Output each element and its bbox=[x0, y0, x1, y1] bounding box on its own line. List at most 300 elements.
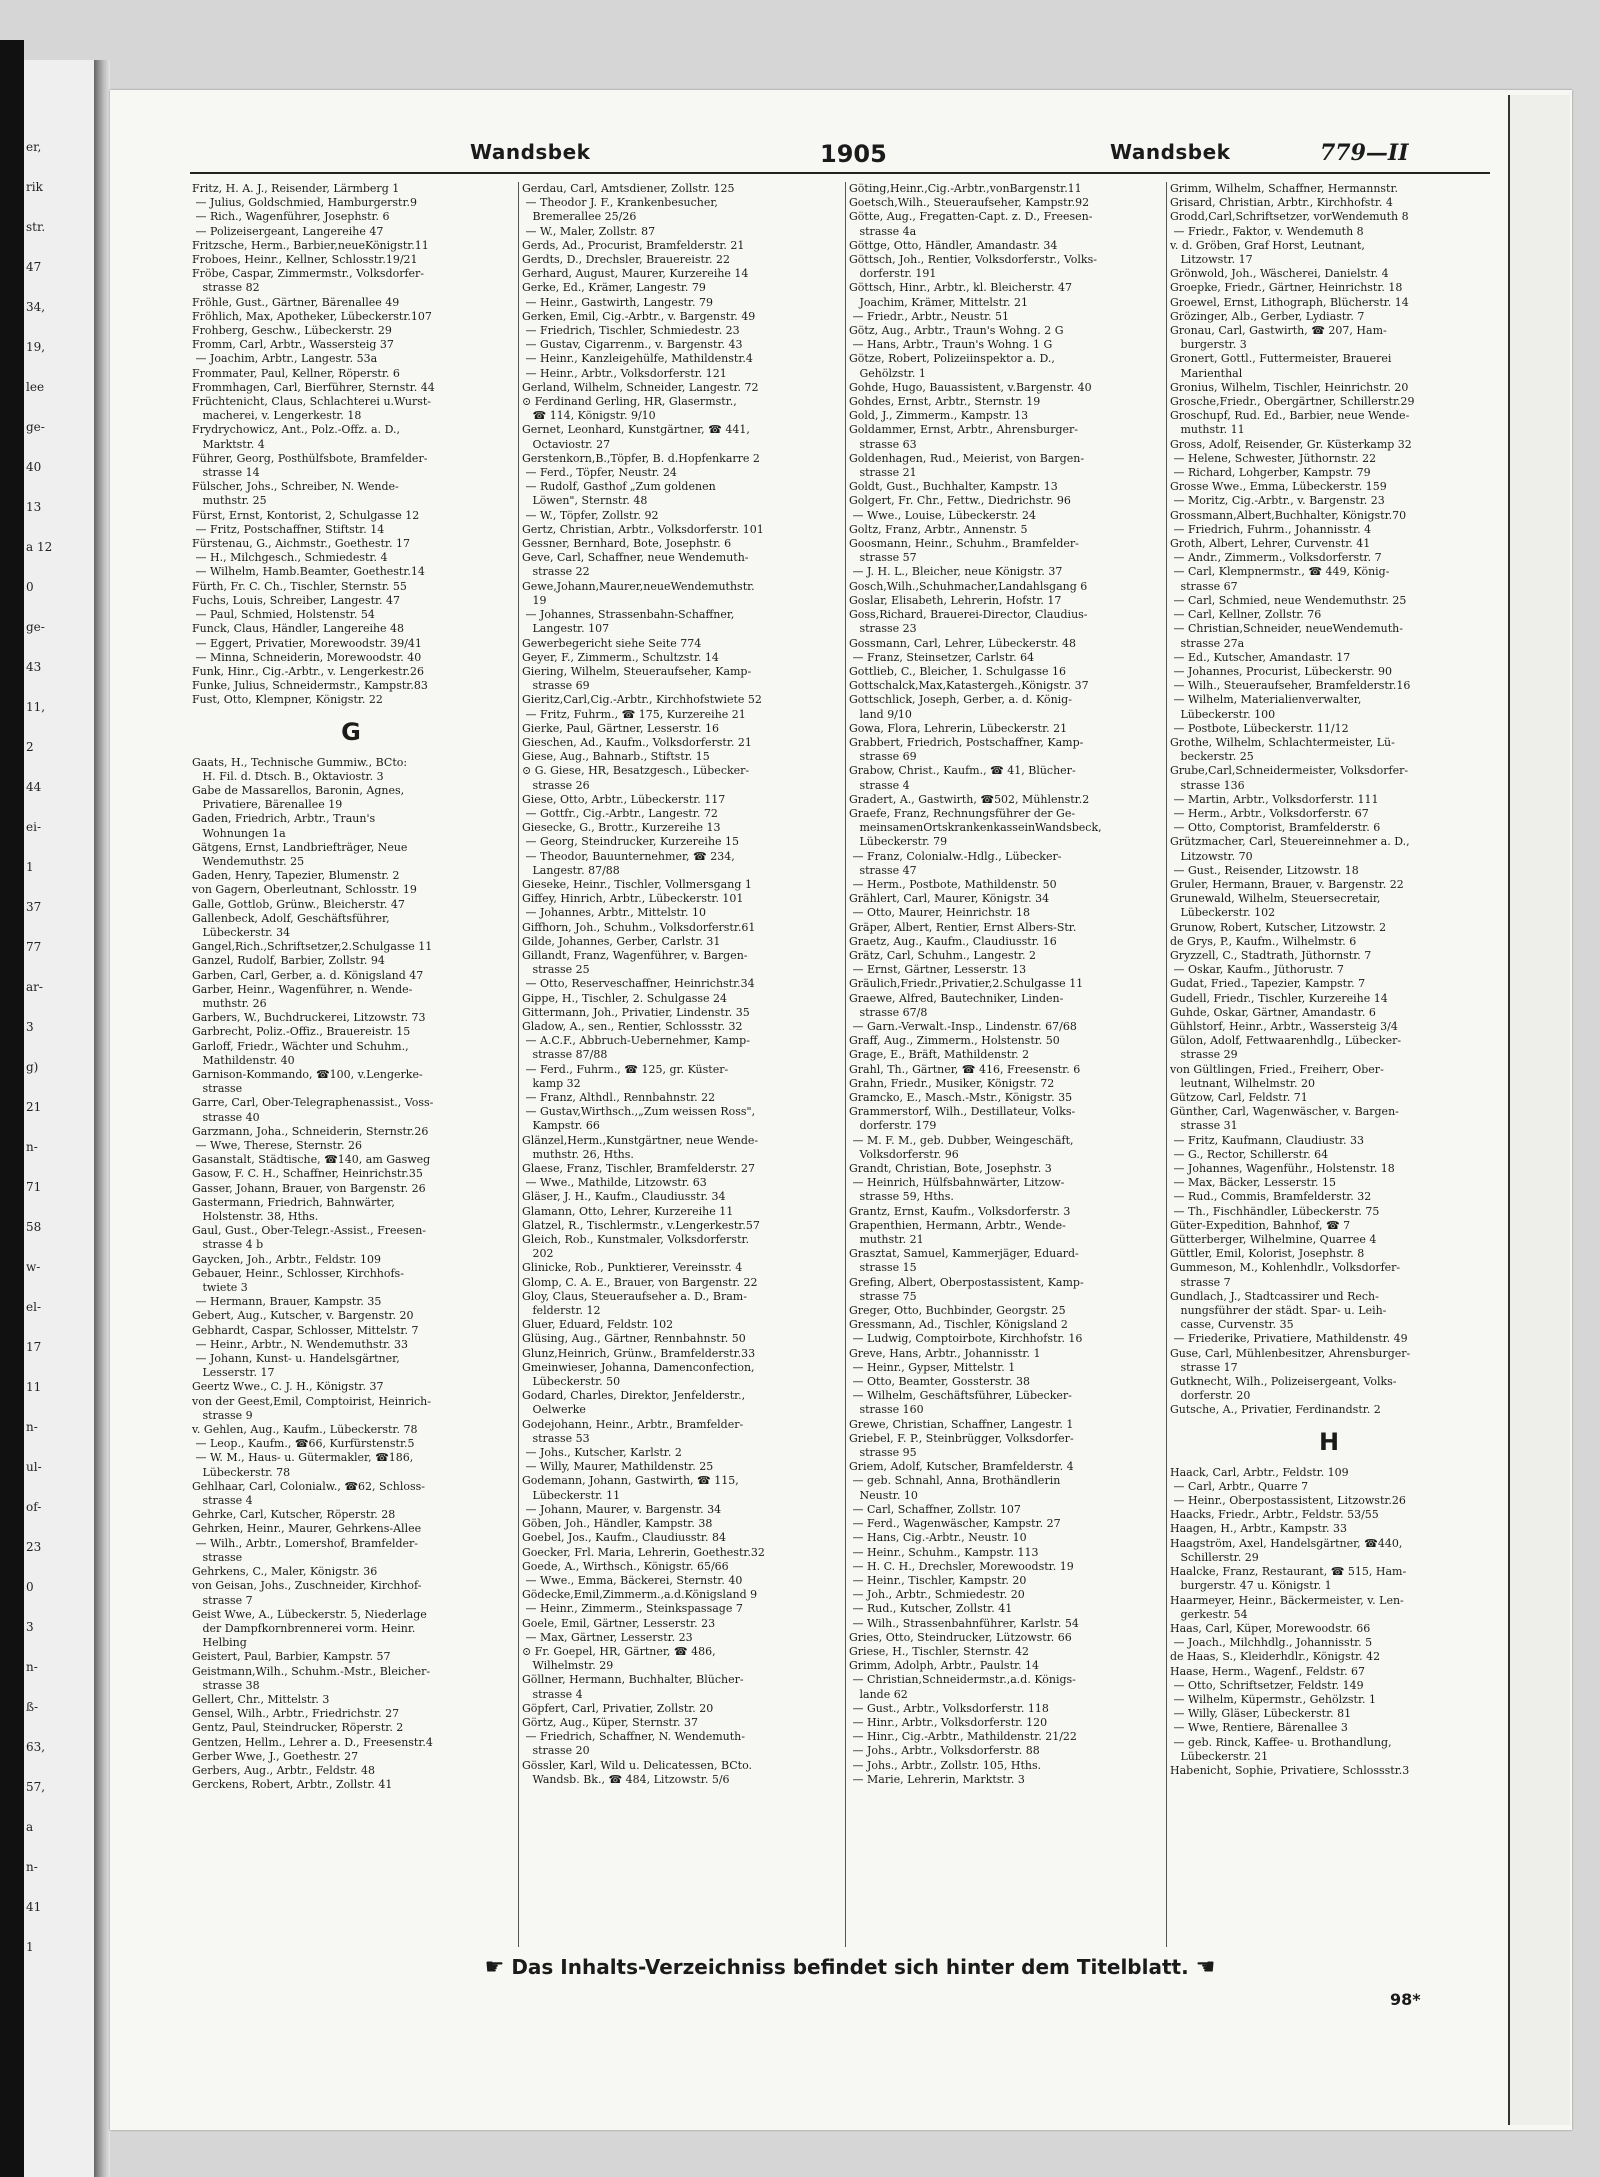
header-rule bbox=[190, 172, 1490, 174]
directory-entry: — Heinr., Oberpostassistent, Litzowstr.26 bbox=[1170, 1494, 1406, 1508]
directory-entry: Geistert, Paul, Barbier, Kampstr. 57 bbox=[192, 1650, 391, 1664]
directory-entry: Gerbers, Aug., Arbtr., Feldstr. 48 bbox=[192, 1763, 375, 1777]
sheet-right-edge bbox=[1508, 95, 1570, 2125]
directory-entry: — Max, Gärtner, Lesserstr. 23 bbox=[522, 1630, 693, 1644]
directory-entry: Gernet, Leonhard, Kunstgärtner, ☎ 441, bbox=[522, 423, 750, 437]
directory-entry: — Friedr., Faktor, v. Wendemuth 8 bbox=[1170, 224, 1364, 238]
directory-entry: Gangel,Rich.,Schriftsetzer,2.Schulgasse 11 bbox=[192, 940, 433, 954]
directory-entry: Giesecke, G., Brottr., Kurzereihe 13 bbox=[522, 821, 721, 835]
directory-entry: Gastermann, Friedrich, Bahnwärter, bbox=[192, 1195, 395, 1209]
directory-entry: Gössler, Karl, Wild u. Delicatessen, BCto. bbox=[522, 1758, 753, 1772]
directory-entry: Gottschlick, Joseph, Gerber, a. d. König- bbox=[849, 693, 1072, 707]
directory-entry: von Geisan, Johs., Zuschneider, Kirchhof- bbox=[192, 1579, 422, 1593]
directory-entry: Haase, Herm., Wagenf., Feldstr. 67 bbox=[1170, 1664, 1366, 1678]
directory-entry: Privatiere, Bärenallee 19 bbox=[192, 798, 343, 812]
directory-entry: Grandt, Christian, Bote, Josephstr. 3 bbox=[849, 1162, 1052, 1176]
directory-entry: Güter-Expedition, Bahnhof, ☎ 7 bbox=[1170, 1218, 1351, 1232]
directory-entry: H. Fil. d. Dtsch. B., Oktaviostr. 3 bbox=[192, 769, 384, 783]
directory-entry: — Carl, Schmied, neue Wendemuthstr. 25 bbox=[1170, 593, 1407, 607]
directory-entry: Görtz, Aug., Küper, Sternstr. 37 bbox=[522, 1715, 699, 1729]
directory-entry: — Theodor, Bauunternehmer, ☎ 234, bbox=[522, 849, 735, 863]
directory-entry: Griebel, F. P., Steinbrügger, Volksdorfer- bbox=[849, 1431, 1074, 1445]
directory-entry: Gentz, Paul, Steindrucker, Röperstr. 2 bbox=[192, 1721, 404, 1735]
directory-entry: Gittermann, Joh., Privatier, Lindenstr. 35 bbox=[522, 1005, 750, 1019]
directory-entry: Gasser, Johann, Brauer, von Bargenstr. 26 bbox=[192, 1181, 426, 1195]
directory-entry: Gellert, Chr., Mittelstr. 3 bbox=[192, 1692, 330, 1706]
section-letter: G bbox=[341, 717, 361, 746]
directory-entry: Gluer, Eduard, Feldstr. 102 bbox=[522, 1318, 674, 1332]
directory-entry: Grammerstorf, Wilh., Destillateur, Volks- bbox=[849, 1105, 1076, 1119]
directory-entry: Frydrychowicz, Ant., Polz.-Offz. a. D., bbox=[192, 423, 401, 437]
directory-entry: Godemann, Johann, Gastwirth, ☎ 115, bbox=[522, 1474, 739, 1488]
previous-page-fragment: n- bbox=[26, 1860, 38, 1874]
directory-entry: — Carl, Schaffner, Zollstr. 107 bbox=[849, 1502, 1021, 1516]
previous-page-fragment: 17 bbox=[26, 1340, 42, 1354]
directory-entry: — Christian,Schneidermstr.,a.d. Königs- bbox=[849, 1673, 1076, 1687]
directory-entry: Gohde, Hugo, Bauassistent, v.Bargenstr. 40 bbox=[849, 380, 1092, 394]
directory-entry: Wilhelmstr. 29 bbox=[522, 1659, 614, 1673]
directory-entry: Kampstr. 66 bbox=[522, 1119, 600, 1133]
directory-entry: — Fritz, Postschaffner, Stiftstr. 14 bbox=[192, 522, 385, 536]
directory-entry: Gödecke,Emil,Zimmerm.,a.d.Königsland 9 bbox=[522, 1588, 758, 1602]
directory-entry: Graff, Aug., Zimmerm., Holstenstr. 50 bbox=[849, 1034, 1060, 1048]
directory-entry: Göpfert, Carl, Privatier, Zollstr. 20 bbox=[522, 1701, 714, 1715]
directory-entry: Haack, Carl, Arbtr., Feldstr. 109 bbox=[1170, 1465, 1349, 1479]
directory-entry: — Heinr., Arbtr., N. Wendemuthstr. 33 bbox=[192, 1337, 409, 1351]
directory-entry: Grewe, Christian, Schaffner, Langestr. 1 bbox=[849, 1417, 1074, 1431]
directory-entry: Gräulich,Friedr.,Privatier,2.Schulgasse 11 bbox=[849, 977, 1084, 991]
directory-entry: strasse 4 b bbox=[192, 1238, 264, 1252]
directory-entry: — W., Maler, Zollstr. 87 bbox=[522, 224, 656, 238]
directory-entry: Litzowstr. 70 bbox=[1170, 849, 1253, 863]
directory-entry: Gehrken, Heinr., Maurer, Gehrkens-Allee bbox=[192, 1522, 422, 1536]
directory-entry: meinsamenOrtskrankenkasseinWandsbeck, bbox=[849, 821, 1102, 835]
directory-entry: Lübeckerstr. 21 bbox=[1170, 1749, 1269, 1763]
previous-page-fragment: 63, bbox=[26, 1740, 46, 1754]
directory-entry: — Otto, Comptorist, Bramfelderstr. 6 bbox=[1170, 821, 1381, 835]
directory-entry: — Postbote, Lübeckerstr. 11/12 bbox=[1170, 721, 1349, 735]
directory-entry: Fürstenau, G., Aichmstr., Goethestr. 17 bbox=[192, 537, 410, 551]
previous-page-fragment: 0 bbox=[26, 580, 34, 594]
directory-entry: Grahl, Th., Gärtner, ☎ 416, Freesenstr. 6 bbox=[849, 1062, 1081, 1076]
directory-entry: Gewerbegericht siehe Seite 774 bbox=[522, 636, 702, 650]
directory-entry: Groepke, Friedr., Gärtner, Heinrichstr. 18 bbox=[1170, 281, 1403, 295]
directory-entry: Gutsche, A., Privatier, Ferdinandstr. 2 bbox=[1170, 1403, 1381, 1417]
directory-entry: — Friedrich, Schaffner, N. Wendemuth- bbox=[522, 1730, 745, 1744]
directory-entry: strasse 47 bbox=[849, 863, 917, 877]
directory-entry: Gerken, Emil, Cig.-Arbtr., v. Bargenstr. 49 bbox=[522, 309, 756, 323]
directory-entry: — Minna, Schneiderin, Morewoodstr. 40 bbox=[192, 650, 422, 664]
directory-entry: Froboes, Heinr., Kellner, Schlosstr.19/21 bbox=[192, 253, 418, 267]
previous-page-fragment: er, bbox=[26, 140, 42, 154]
directory-entry: strasse 7 bbox=[192, 1593, 253, 1607]
directory-entry: Goltz, Franz, Arbtr., Annenstr. 5 bbox=[849, 522, 1028, 536]
directory-entry: Goss,Richard, Brauerei-Director, Claudius- bbox=[849, 608, 1088, 622]
directory-entry: Gerhard, August, Maurer, Kurzereihe 14 bbox=[522, 267, 749, 281]
directory-entry: — Heinr., Schuhm., Kampstr. 113 bbox=[849, 1545, 1039, 1559]
directory-entry: — Heinr., Kanzleigehülfe, Mathildenstr.4 bbox=[522, 352, 753, 366]
directory-entry: Glänzel,Herm.,Kunstgärtner, neue Wende- bbox=[522, 1133, 759, 1147]
page-number: 98* bbox=[1390, 1990, 1421, 2009]
directory-entry: — Julius, Goldschmied, Hamburgerstr.9 bbox=[192, 196, 417, 210]
directory-entry: — Joachim, Arbtr., Langestr. 53a bbox=[192, 352, 378, 366]
directory-entry: — Joach., Milchhdlg., Johannisstr. 5 bbox=[1170, 1636, 1373, 1650]
directory-entry: strasse 22 bbox=[522, 565, 590, 579]
directory-entry: Funke, Julius, Schneidermstr., Kampstr.83 bbox=[192, 679, 428, 693]
directory-entry: Gries, Otto, Steindrucker, Lützowstr. 66 bbox=[849, 1630, 1072, 1644]
directory-entry: — Friederike, Privatiere, Mathildenstr. 49 bbox=[1170, 1332, 1408, 1346]
directory-entry: — Willy, Maurer, Mathildenstr. 25 bbox=[522, 1460, 714, 1474]
directory-entry: Godard, Charles, Direktor, Jenfelderstr., bbox=[522, 1389, 746, 1403]
directory-entry: Gehrkens, C., Maler, Königstr. 36 bbox=[192, 1565, 378, 1579]
directory-entry: strasse 69 bbox=[522, 679, 590, 693]
directory-entry: — Willy, Gläser, Lübeckerstr. 81 bbox=[1170, 1707, 1352, 1721]
directory-entry: Gressmann, Ad., Tischler, Königsland 2 bbox=[849, 1318, 1068, 1332]
directory-entry: Grimm, Adolph, Arbtr., Paulstr. 14 bbox=[849, 1659, 1040, 1673]
directory-entry: — W. M., Haus- u. Gütermakler, ☎186, bbox=[192, 1451, 414, 1465]
previous-page-fragment: lee bbox=[26, 380, 45, 394]
directory-entry: Grätz, Carl, Schuhm., Langestr. 2 bbox=[849, 948, 1037, 962]
previous-page-fragment: 11, bbox=[26, 700, 46, 714]
directory-entry: von Gagern, Oberleutnant, Schlosstr. 19 bbox=[192, 883, 417, 897]
directory-entry: Glatzel, R., Tischlermstr., v.Lengerkestr.57 bbox=[522, 1218, 760, 1232]
directory-entry: Gläser, J. H., Kaufm., Claudiusstr. 34 bbox=[522, 1190, 726, 1204]
directory-entry: dorferstr. 179 bbox=[849, 1119, 937, 1133]
directory-entry: — Heinr., Arbtr., Volksdorferstr. 121 bbox=[522, 366, 727, 380]
directory-entry: Gertz, Christian, Arbtr., Volksdorferstr. 101 bbox=[522, 522, 764, 536]
directory-entry: Gross, Adolf, Reisender, Gr. Küsterkamp 32 bbox=[1170, 437, 1412, 451]
directory-entry: Gronert, Gottl., Futtermeister, Brauerei bbox=[1170, 352, 1392, 366]
directory-entry: Griem, Adolf, Kutscher, Bramfelderstr. 4 bbox=[849, 1460, 1074, 1474]
directory-entry: strasse 4a bbox=[849, 224, 917, 238]
directory-entry: strasse 9 bbox=[192, 1408, 253, 1422]
directory-entry: strasse 160 bbox=[849, 1403, 924, 1417]
directory-entry: ☎ 114, Königstr. 9/10 bbox=[522, 409, 656, 423]
directory-entry: — Ernst, Gärtner, Lesserstr. 13 bbox=[849, 963, 1027, 977]
directory-entry: Litzowstr. 17 bbox=[1170, 253, 1253, 267]
previous-page-fragment: 1 bbox=[26, 1940, 34, 1954]
directory-entry: Günther, Carl, Wagenwäscher, v. Bargen- bbox=[1170, 1105, 1399, 1119]
directory-entry: Gehrke, Carl, Kutscher, Röperstr. 28 bbox=[192, 1508, 396, 1522]
directory-entry: Giffey, Hinrich, Arbtr., Lübeckerstr. 101 bbox=[522, 892, 744, 906]
directory-entry: — Franz, Colonialw.-Hdlg., Lübecker- bbox=[849, 849, 1062, 863]
directory-entry: — Carl, Arbtr., Quarre 7 bbox=[1170, 1479, 1309, 1493]
directory-entry: strasse 25 bbox=[522, 963, 590, 977]
directory-entry: burgerstr. 47 u. Königstr. 1 bbox=[1170, 1579, 1332, 1593]
previous-page-fragment: of- bbox=[26, 1500, 42, 1514]
directory-entry: — Gust., Arbtr., Volksdorferstr. 118 bbox=[849, 1701, 1049, 1715]
directory-entry: Gerdts, D., Drechsler, Brauereistr. 22 bbox=[522, 253, 731, 267]
directory-entry: Gieseke, Heinr., Tischler, Vollmersgang 1 bbox=[522, 877, 752, 891]
directory-entry: Wendemuthstr. 25 bbox=[192, 854, 305, 868]
directory-entry: — Johann, Maurer, v. Bargenstr. 34 bbox=[522, 1502, 722, 1516]
directory-entry: Gebauer, Heinr., Schlosser, Kirchhofs- bbox=[192, 1266, 404, 1280]
directory-entry: strasse bbox=[192, 1082, 243, 1096]
page-gutter bbox=[94, 60, 110, 2177]
directory-entry: — Wwe, Rentiere, Bärenallee 3 bbox=[1170, 1721, 1348, 1735]
directory-entry: de Grys, P., Kaufm., Wilhelmstr. 6 bbox=[1170, 934, 1357, 948]
directory-entry: strasse 4 bbox=[522, 1687, 583, 1701]
directory-entry: Habenicht, Sophie, Privatiere, Schlossstr.3 bbox=[1170, 1763, 1410, 1777]
previous-page-fragment: 77 bbox=[26, 940, 42, 954]
directory-entry: — Johs., Arbtr., Volksdorferstr. 88 bbox=[849, 1744, 1040, 1758]
directory-entry: Grosche,Friedr., Obergärtner, Schillerstr.29 bbox=[1170, 395, 1415, 409]
directory-entry: Lübeckerstr. 50 bbox=[522, 1375, 621, 1389]
previous-page-fragment: str. bbox=[26, 220, 46, 234]
index-notice-text: Das Inhalts-Verzeichniss befindet sich hinter dem Titelblatt. bbox=[511, 1955, 1189, 1979]
directory-entry: — H. C. H., Drechsler, Morewoodstr. 19 bbox=[849, 1559, 1074, 1573]
directory-entry: — Carl, Kellner, Zollstr. 76 bbox=[1170, 608, 1322, 622]
directory-entry: Früchtenicht, Claus, Schlachterei u.Wurst- bbox=[192, 395, 432, 409]
directory-entry: — Johannes, Procurist, Lübeckerstr. 90 bbox=[1170, 664, 1392, 678]
directory-entry: Garbrecht, Poliz.-Offiz., Brauereistr. 15 bbox=[192, 1025, 411, 1039]
directory-entry: Grahn, Friedr., Musiker, Königstr. 72 bbox=[849, 1076, 1055, 1090]
directory-entry: ⊙ G. Giese, HR, Besatzgesch., Lübecker- bbox=[522, 764, 750, 778]
directory-entry: von Gültlingen, Fried., Freiherr, Ober- bbox=[1170, 1062, 1384, 1076]
previous-page-fragment: 3 bbox=[26, 1020, 34, 1034]
directory-entry: Goebel, Jos., Kaufm., Claudiusstr. 84 bbox=[522, 1531, 726, 1545]
directory-entry: Grefing, Albert, Oberpostassistent, Kamp- bbox=[849, 1275, 1084, 1289]
directory-entry: — M. F. M., geb. Dubber, Weingeschäft, bbox=[849, 1133, 1074, 1147]
directory-entry: — Franz, Steinsetzer, Carlstr. 64 bbox=[849, 650, 1035, 664]
directory-entry: strasse 15 bbox=[849, 1261, 917, 1275]
directory-entry: Geyer, F., Zimmerm., Schultzstr. 14 bbox=[522, 650, 719, 664]
previous-page-fragment: 13 bbox=[26, 500, 42, 514]
directory-entry: strasse 75 bbox=[849, 1289, 917, 1303]
directory-entry: Gradert, A., Gastwirth, ☎502, Mühlenstr.2 bbox=[849, 792, 1090, 806]
directory-entry: Gaycken, Joh., Arbtr., Feldstr. 109 bbox=[192, 1252, 381, 1266]
directory-entry: strasse 53 bbox=[522, 1431, 590, 1445]
directory-entry: Göben, Joh., Händler, Kampstr. 38 bbox=[522, 1517, 713, 1531]
directory-entry: — Carl, Klempnermstr., ☎ 449, König- bbox=[1170, 565, 1390, 579]
header-year: 1905 bbox=[820, 140, 887, 168]
directory-entry: kamp 32 bbox=[522, 1076, 581, 1090]
directory-entry: Gehlhaar, Carl, Colonialw., ☎62, Schloss- bbox=[192, 1479, 425, 1493]
directory-entry: Griese, H., Tischler, Sternstr. 42 bbox=[849, 1644, 1030, 1658]
directory-entry: Marktstr. 4 bbox=[192, 437, 265, 451]
page-header bbox=[190, 140, 1490, 170]
directory-entry: Grunewald, Wilhelm, Steuersecretair, bbox=[1170, 892, 1381, 906]
directory-entry: Giese, Aug., Bahnarb., Stiftstr. 15 bbox=[522, 750, 710, 764]
directory-entry: — Wilh., Steueraufseher, Bramfelderstr.16 bbox=[1170, 679, 1411, 693]
directory-entry: Gasanstalt, Städtische, ☎140, am Gasweg bbox=[192, 1153, 431, 1167]
directory-entry: — Fritz, Fuhrm., ☎ 175, Kurzereihe 21 bbox=[522, 707, 746, 721]
directory-entry: Garber, Heinr., Wagenführer, n. Wende- bbox=[192, 982, 413, 996]
directory-column-2 bbox=[522, 182, 840, 1787]
directory-entry: 19 bbox=[522, 593, 547, 607]
directory-entry: Graetz, Aug., Kaufm., Claudiusstr. 16 bbox=[849, 934, 1057, 948]
directory-entry: Grählert, Carl, Maurer, Königstr. 34 bbox=[849, 892, 1050, 906]
directory-entry: Gottschalck,Max,Katastergeh.,Königstr. 37 bbox=[849, 679, 1089, 693]
directory-entry: Gundlach, J., Stadtcassirer und Rech- bbox=[1170, 1289, 1379, 1303]
directory-entry: Haarmeyer, Heinr., Bäckermeister, v. Len- bbox=[1170, 1593, 1404, 1607]
previous-page-fragment: 19, bbox=[26, 340, 46, 354]
directory-column-1 bbox=[192, 182, 510, 1792]
directory-entry: Frommater, Paul, Kellner, Röperstr. 6 bbox=[192, 366, 400, 380]
column-divider bbox=[1166, 182, 1167, 1947]
directory-entry: Gottlieb, C., Bleicher, 1. Schulgasse 16 bbox=[849, 664, 1067, 678]
directory-entry: — Eggert, Privatier, Morewoodstr. 39/41 bbox=[192, 636, 422, 650]
directory-entry: — W., Töpfer, Zollstr. 92 bbox=[522, 508, 659, 522]
directory-entry: Mathildenstr. 40 bbox=[192, 1053, 295, 1067]
directory-entry: Grube,Carl,Schneidermeister, Volksdorfer- bbox=[1170, 764, 1409, 778]
directory-entry: Grunow, Robert, Kutscher, Litzowstr. 2 bbox=[1170, 920, 1387, 934]
directory-entry: gerkestr. 54 bbox=[1170, 1607, 1248, 1621]
directory-entry: Gütterberger, Wilhelmine, Quarree 4 bbox=[1170, 1233, 1377, 1247]
directory-entry: Glaese, Franz, Tischler, Bramfelderstr. 27 bbox=[522, 1162, 756, 1176]
book-spine bbox=[0, 40, 24, 2177]
directory-entry: Lübeckerstr. 100 bbox=[1170, 707, 1276, 721]
directory-entry: — Ferd., Wagenwäscher, Kampstr. 27 bbox=[849, 1517, 1061, 1531]
directory-entry: — Hinr., Arbtr., Volksdorferstr. 120 bbox=[849, 1715, 1048, 1729]
directory-entry: Göttsch, Hinr., Arbtr., kl. Bleicherstr. 47 bbox=[849, 281, 1072, 295]
directory-entry: — Heinr., Zimmerm., Steinkspassage 7 bbox=[522, 1602, 743, 1616]
directory-entry: Gebert, Aug., Kutscher, v. Bargenstr. 20 bbox=[192, 1309, 414, 1323]
directory-entry: Grodd,Carl,Schriftsetzer, vorWendemuth 8 bbox=[1170, 210, 1409, 224]
directory-entry: Marienthal bbox=[1170, 366, 1243, 380]
directory-entry: ⊙ Ferdinand Gerling, HR, Glasermstr., bbox=[522, 395, 737, 409]
previous-page-fragment: g) bbox=[26, 1060, 39, 1074]
previous-page-fragment: a 12 bbox=[26, 540, 53, 554]
directory-entry: Gätgens, Ernst, Landbriefträger, Neue bbox=[192, 840, 408, 854]
directory-entry: strasse 95 bbox=[849, 1446, 917, 1460]
directory-entry: Goede, A., Wirthsch., Königstr. 65/66 bbox=[522, 1559, 729, 1573]
directory-entry: Haagström, Axel, Handelsgärtner, ☎440, bbox=[1170, 1536, 1403, 1550]
directory-entry: — A.C.F., Abbruch-Uebernehmer, Kamp- bbox=[522, 1034, 750, 1048]
directory-entry: Garloff, Friedr., Wächter und Schuhm., bbox=[192, 1039, 409, 1053]
directory-entry: — Gustav,Wirthsch.,„Zum weissen Ross", bbox=[522, 1105, 756, 1119]
directory-entry: burgerstr. 3 bbox=[1170, 338, 1247, 352]
directory-entry: Fust, Otto, Klempner, Königstr. 22 bbox=[192, 693, 383, 707]
directory-entry: Fröhle, Gust., Gärtner, Bärenallee 49 bbox=[192, 295, 400, 309]
directory-entry: Goecker, Frl. Maria, Lehrerin, Goethestr.32 bbox=[522, 1545, 765, 1559]
directory-entry: — Otto, Schriftsetzer, Feldstr. 149 bbox=[1170, 1678, 1364, 1692]
directory-entry: Fuchs, Louis, Schreiber, Langestr. 47 bbox=[192, 593, 401, 607]
directory-entry: — Heinr., Tischler, Kampstr. 20 bbox=[849, 1573, 1027, 1587]
directory-entry: leutnant, Wilhelmstr. 20 bbox=[1170, 1076, 1315, 1090]
previous-page-fragment: ß- bbox=[26, 1700, 39, 1714]
previous-page-fragment: n- bbox=[26, 1420, 38, 1434]
directory-entry: — Gottfr., Cig.-Arbtr., Langestr. 72 bbox=[522, 806, 718, 820]
directory-entry: — Ferd., Fuhrm., ☎ 125, gr. Küster- bbox=[522, 1062, 729, 1076]
directory-entry: dorferstr. 20 bbox=[1170, 1389, 1251, 1403]
previous-page-fragment: 57, bbox=[26, 1780, 46, 1794]
directory-entry: — Franz, Althdl., Rennbahnstr. 22 bbox=[522, 1091, 716, 1104]
directory-entry: strasse 67/8 bbox=[849, 1005, 928, 1019]
previous-page-fragment: 0 bbox=[26, 1580, 34, 1594]
directory-entry: Grothe, Wilhelm, Schlachtermeister, Lü- bbox=[1170, 735, 1395, 749]
pointing-hand-left-icon: ☚ bbox=[1195, 1955, 1216, 1980]
directory-entry: — Georg, Steindrucker, Kurzereihe 15 bbox=[522, 835, 740, 849]
directory-entry: muthstr. 21 bbox=[849, 1233, 924, 1247]
directory-entry: — Marie, Lehrerin, Marktstr. 3 bbox=[849, 1772, 1025, 1786]
directory-entry: Gudell, Friedr., Tischler, Kurzereihe 14 bbox=[1170, 991, 1388, 1005]
directory-entry: strasse 29 bbox=[1170, 1048, 1238, 1062]
directory-entry: Gessner, Bernhard, Bote, Josephstr. 6 bbox=[522, 537, 732, 551]
directory-entry: — Otto, Reserveschaffner, Heinrichstr.34 bbox=[522, 977, 755, 991]
previous-page-fragment: 2 bbox=[26, 740, 34, 754]
directory-entry: Wandsb. Bk., ☎ 484, Litzowstr. 5/6 bbox=[522, 1772, 730, 1786]
header-left-title: Wandsbek bbox=[470, 140, 591, 164]
directory-entry: muthstr. 11 bbox=[1170, 423, 1245, 437]
directory-entry: Gräper, Albert, Rentier, Ernst Albers-Str. bbox=[849, 920, 1077, 934]
previous-page-fragment: 40 bbox=[26, 460, 42, 474]
directory-entry: — Wilh., Arbtr., Lomershof, Bramfelder- bbox=[192, 1536, 419, 1550]
directory-entry: strasse 17 bbox=[1170, 1360, 1238, 1374]
directory-entry: Haalcke, Franz, Restaurant, ☎ 515, Ham- bbox=[1170, 1565, 1407, 1579]
directory-entry: — Rud., Commis, Bramfelderstr. 32 bbox=[1170, 1190, 1372, 1204]
previous-page-fragment: 23 bbox=[26, 1540, 42, 1554]
directory-entry: twiete 3 bbox=[192, 1281, 248, 1295]
directory-entry: Funck, Claus, Händler, Langereihe 48 bbox=[192, 622, 405, 636]
directory-entry: Groschupf, Rud. Ed., Barbier, neue Wende- bbox=[1170, 409, 1410, 423]
directory-entry: — Rud., Kutscher, Zollstr. 41 bbox=[849, 1602, 1013, 1616]
directory-entry: — Wilhelm, Materialienverwalter, bbox=[1170, 693, 1362, 707]
directory-entry: Ganzel, Rudolf, Barbier, Zollstr. 94 bbox=[192, 954, 385, 968]
column-divider bbox=[518, 182, 519, 1947]
directory-entry: strasse 87/88 bbox=[522, 1048, 608, 1062]
directory-entry: strasse 38 bbox=[192, 1678, 260, 1692]
directory-entry: Gerke, Ed., Krämer, Langestr. 79 bbox=[522, 281, 706, 295]
directory-entry: strasse 14 bbox=[192, 466, 260, 480]
directory-entry: Gramcko, E., Masch.-Mstr., Königstr. 35 bbox=[849, 1091, 1073, 1104]
directory-entry: — Friedrich, Tischler, Schmiedestr. 23 bbox=[522, 324, 740, 338]
directory-entry: Langestr. 107 bbox=[522, 622, 610, 636]
directory-entry: Göttsch, Joh., Rentier, Volksdorferstr., Volks- bbox=[849, 253, 1097, 267]
directory-entry: — Johs., Arbtr., Zollstr. 105, Hths. bbox=[849, 1758, 1042, 1772]
directory-entry: — Herm., Postbote, Mathildenstr. 50 bbox=[849, 877, 1057, 891]
directory-entry: Gerland, Wilhelm, Schneider, Langestr. 72 bbox=[522, 380, 759, 394]
header-right-title: Wandsbek bbox=[1110, 140, 1231, 164]
directory-entry: strasse 63 bbox=[849, 437, 917, 451]
directory-entry: Frommhagen, Carl, Bierführer, Sternstr. 44 bbox=[192, 380, 435, 394]
directory-entry: Gasow, F. C. H., Schaffner, Heinrichstr.35 bbox=[192, 1167, 423, 1181]
directory-entry: Geist Wwe, A., Lübeckerstr. 5, Niederlage bbox=[192, 1607, 427, 1621]
directory-entry: v. Gehlen, Aug., Kaufm., Lübeckerstr. 78 bbox=[192, 1423, 418, 1437]
directory-entry: der Dampfkornbrennerei vorm. Heinr. bbox=[192, 1621, 416, 1635]
directory-entry: Gützow, Carl, Feldstr. 71 bbox=[1170, 1091, 1308, 1104]
directory-entry: — Johs., Kutscher, Karlstr. 2 bbox=[522, 1446, 682, 1460]
directory-entry: Gruler, Hermann, Brauer, v. Bargenstr. 22 bbox=[1170, 877, 1404, 891]
directory-entry: Octaviostr. 27 bbox=[522, 437, 611, 451]
directory-entry: Gerds, Ad., Procurist, Bramfelderstr. 21 bbox=[522, 238, 745, 252]
directory-entry: Golgert, Fr. Chr., Fettw., Diedrichstr. 96 bbox=[849, 494, 1071, 508]
directory-entry: Fritz, H. A. J., Reisender, Lärmberg 1 bbox=[192, 182, 400, 195]
directory-entry: — Ludwig, Comptoirbote, Kirchhofstr. 16 bbox=[849, 1332, 1083, 1346]
directory-entry: — Polizeisergeant, Langereihe 47 bbox=[192, 224, 384, 238]
previous-page-fragment: rik bbox=[26, 180, 43, 194]
directory-entry: Giese, Otto, Arbtr., Lübeckerstr. 117 bbox=[522, 792, 726, 806]
directory-entry: Funk, Hinr., Cig.-Arbtr., v. Lengerkestr.26 bbox=[192, 664, 424, 678]
directory-entry: Gutknecht, Wilh., Polizeisergeant, Volks- bbox=[1170, 1375, 1397, 1389]
directory-entry: Gronau, Carl, Gastwirth, ☎ 207, Ham- bbox=[1170, 324, 1387, 338]
directory-entry: — Fritz, Kaufmann, Claudiustr. 33 bbox=[1170, 1133, 1365, 1147]
directory-entry: Glunz,Heinrich, Grünw., Bramfelderstr.33 bbox=[522, 1346, 756, 1360]
directory-entry: — Wwe, Therese, Sternstr. 26 bbox=[192, 1139, 362, 1152]
directory-entry: Lübeckerstr. 11 bbox=[522, 1488, 621, 1502]
directory-entry: Göttge, Otto, Händler, Amandastr. 34 bbox=[849, 238, 1058, 252]
directory-entry: — Andr., Zimmerm., Volksdorferstr. 7 bbox=[1170, 551, 1382, 565]
directory-entry: — geb. Rinck, Kaffee- u. Brothandlung, bbox=[1170, 1735, 1392, 1749]
directory-entry: Joachim, Krämer, Mittelstr. 21 bbox=[849, 295, 1029, 309]
directory-entry: 202 bbox=[522, 1247, 554, 1261]
directory-entry: Grützmacher, Carl, Steuereinnehmer a. D., bbox=[1170, 835, 1410, 849]
directory-entry: strasse 136 bbox=[1170, 778, 1245, 792]
directory-entry: Geve, Carl, Schaffner, neue Wendemuth- bbox=[522, 551, 749, 565]
directory-entry: Gensel, Wilh., Arbtr., Friedrichstr. 27 bbox=[192, 1707, 400, 1721]
directory-entry: von der Geest,Emil, Comptoirist, Heinrich- bbox=[192, 1394, 431, 1408]
previous-page-fragment: ge- bbox=[26, 620, 45, 634]
